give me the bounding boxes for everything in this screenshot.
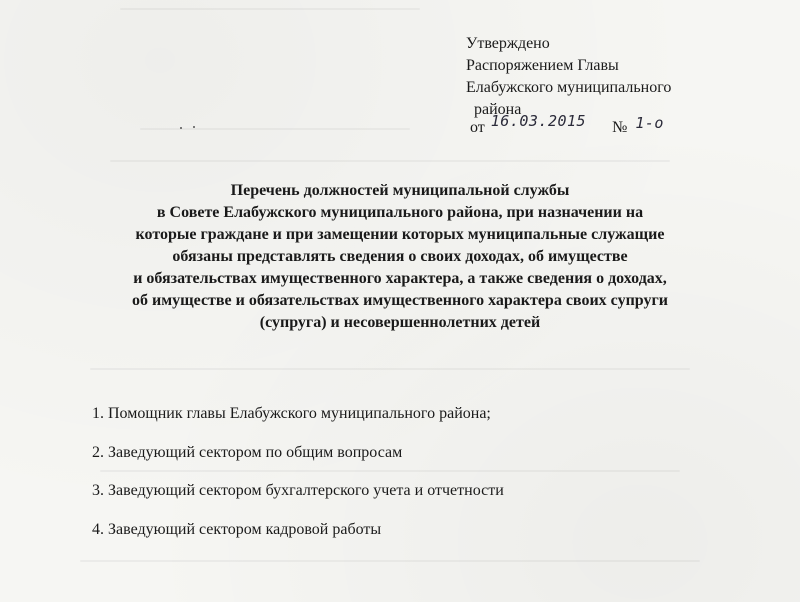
number-label: №	[612, 119, 628, 136]
title-line: об имуществе и обязательствах имущественного характера своих супруги	[132, 292, 668, 309]
bleed-through-line	[90, 368, 690, 370]
handwritten-number: 1-о	[635, 114, 664, 132]
position-item: 1. Помощник главы Елабужского муниципального района;	[92, 405, 491, 422]
position-item: 4. Заведующий сектором кадровой работы	[92, 520, 382, 538]
bleed-through-line	[120, 8, 420, 10]
position-item: 3. Заведующий сектором бухгалтерского учета и отчетности	[92, 482, 504, 499]
approval-stamp	[466, 33, 786, 121]
scan-speck	[193, 126, 195, 128]
approval-line: Елабужского муниципального	[466, 79, 672, 96]
handwritten-date: 16.03.2015	[490, 112, 587, 130]
bleed-through-line	[80, 560, 700, 562]
approval-date-line	[470, 112, 664, 137]
position-item: 2. Заведующий сектором по общим вопросам	[92, 443, 403, 461]
scan-speck	[180, 127, 182, 129]
title-line: (супруга) и несовершеннолетних детей	[259, 314, 541, 331]
date-prefix: от	[470, 119, 485, 136]
title-line: которые граждане и при замещении которых муниципальные служащие	[135, 226, 665, 243]
title-line: Перечень должностей муниципальной службы	[230, 182, 570, 199]
bleed-through-line	[110, 160, 670, 162]
title-line: в Совете Елабужского муниципального района, при назначении на	[156, 204, 644, 221]
approval-line: Утверждено	[466, 35, 550, 52]
title-line: и обязательствах имущественного характера, а также сведения о доходах,	[133, 270, 667, 287]
title-line: обязаны представлять сведения о своих доходах, об имуществе	[172, 248, 628, 265]
document-title	[30, 180, 770, 334]
positions-list	[92, 402, 772, 556]
approval-line: района	[474, 101, 522, 118]
approval-line: Распоряжением Главы	[466, 57, 619, 74]
